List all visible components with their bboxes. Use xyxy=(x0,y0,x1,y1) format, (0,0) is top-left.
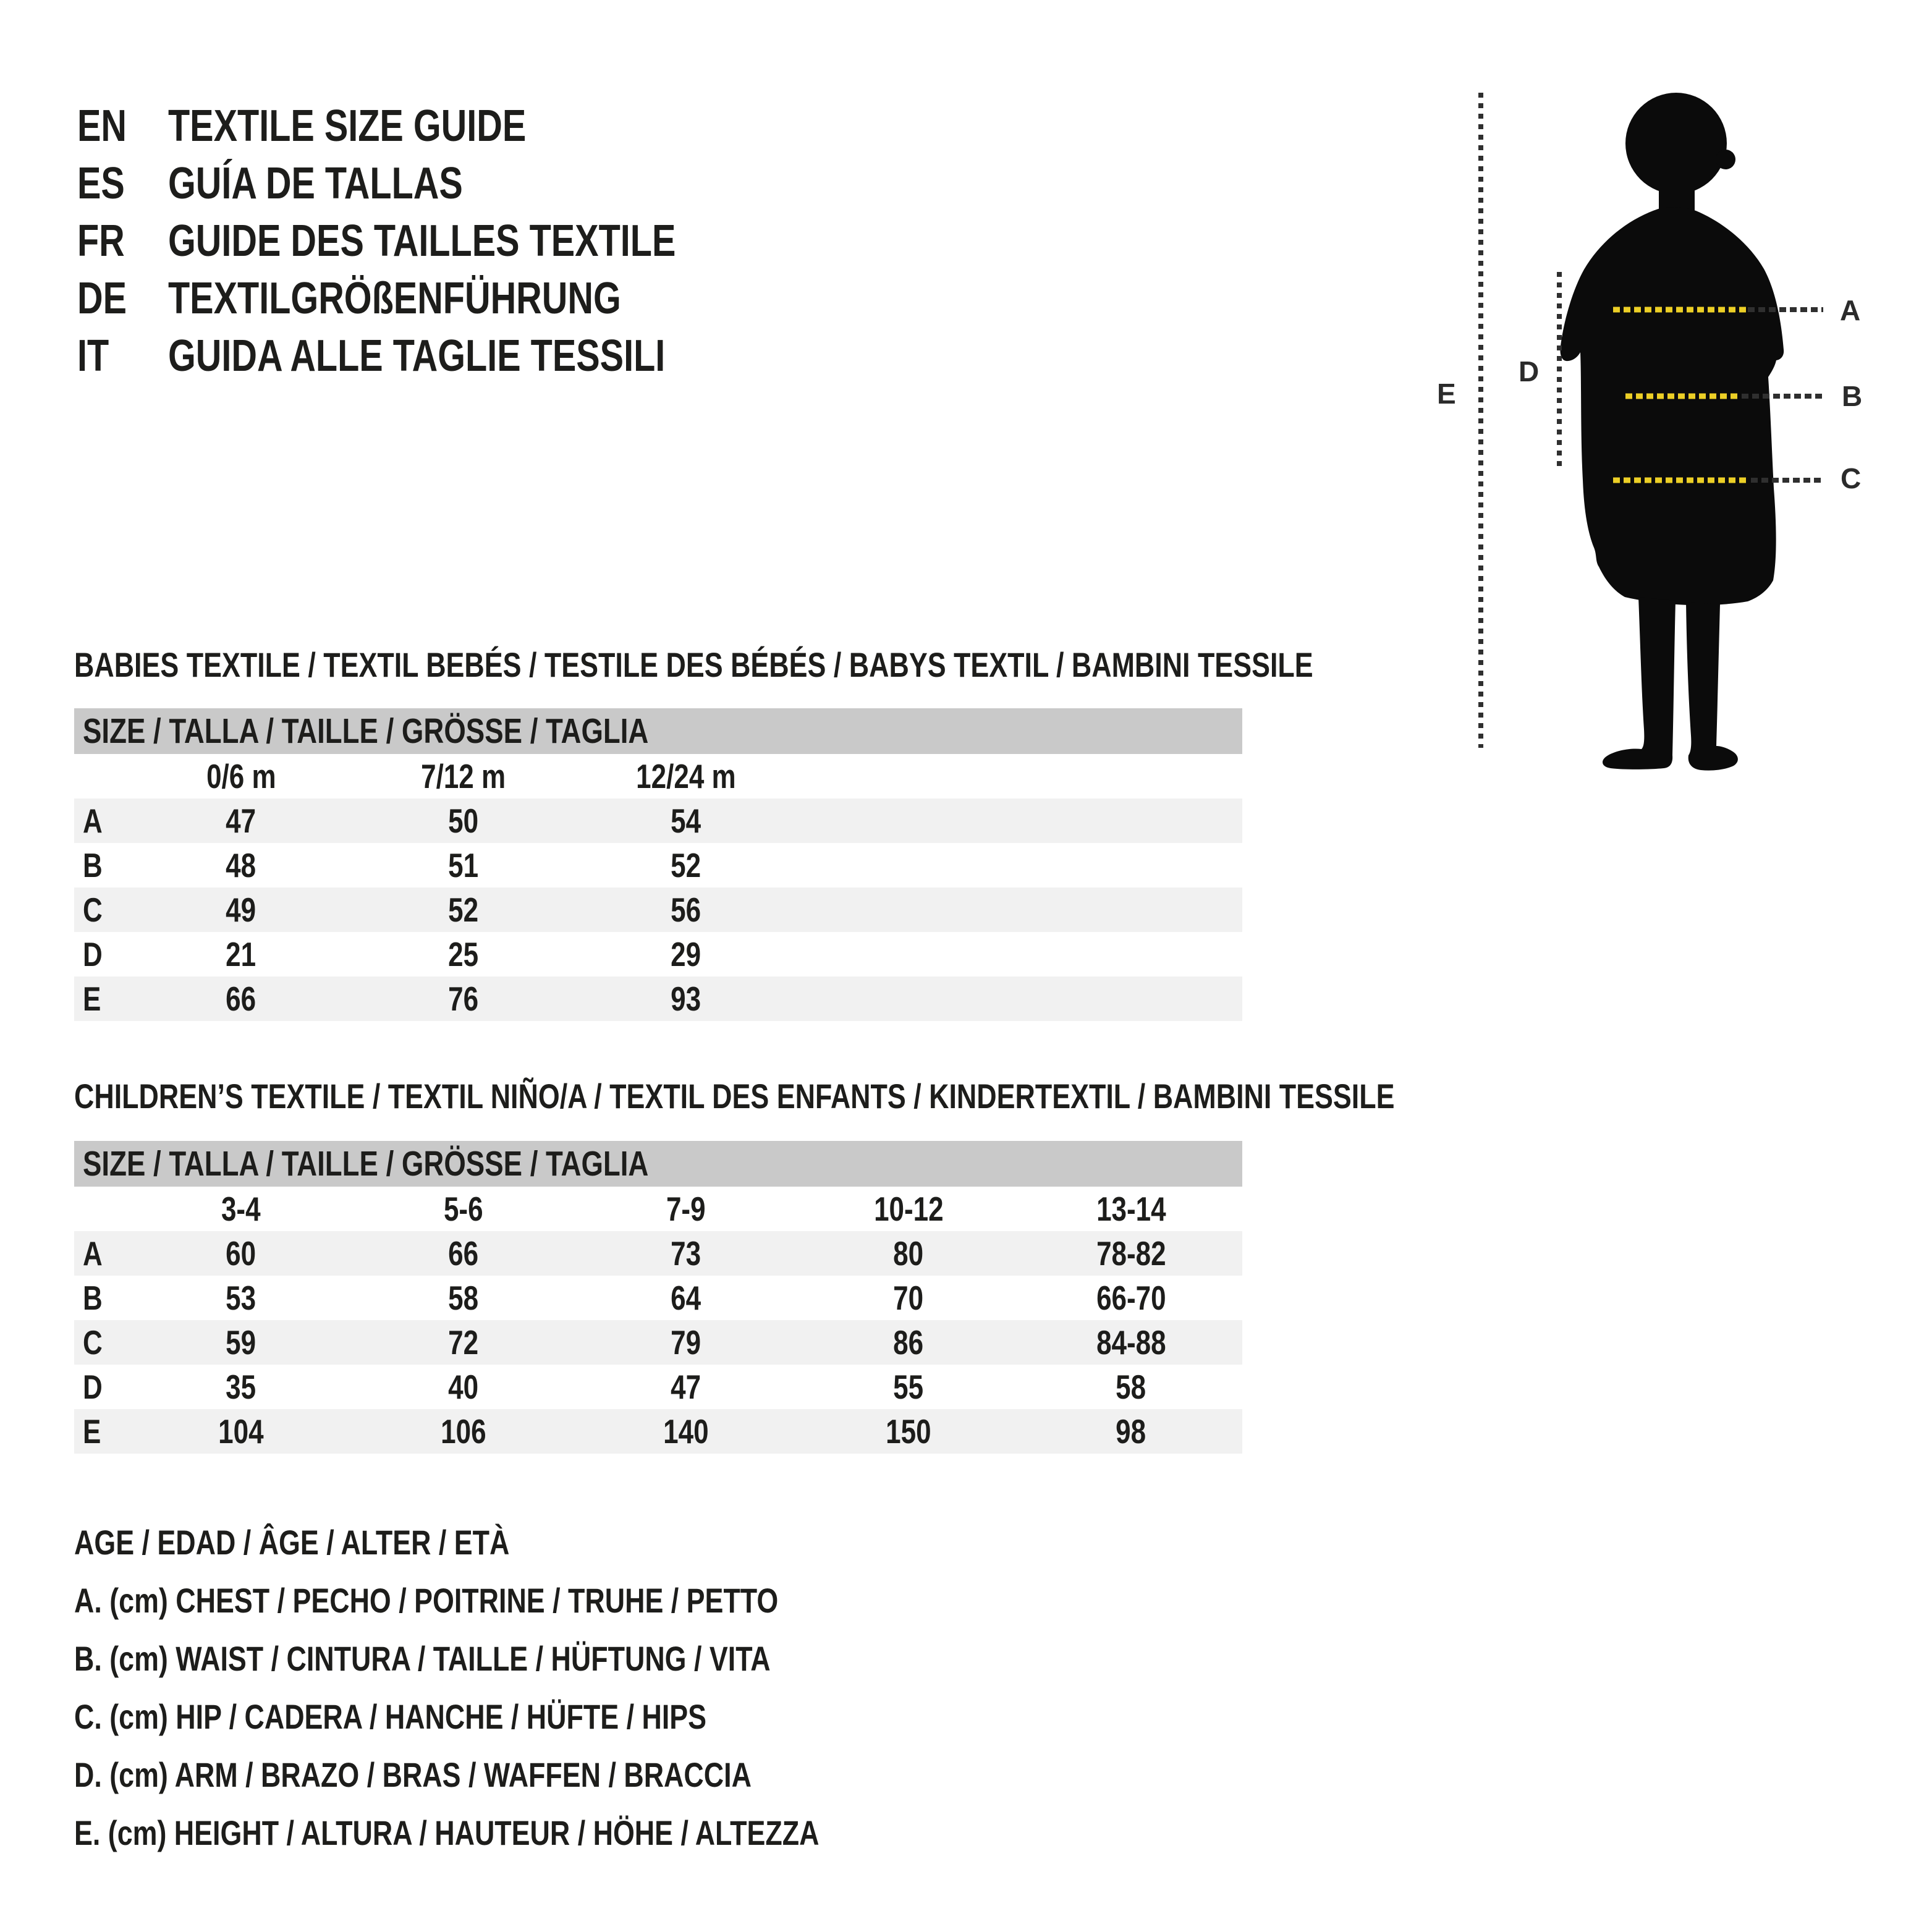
title-it: GUIDA ALLE TAGLIE TESSILI xyxy=(168,331,666,381)
row-label: A xyxy=(83,802,103,840)
title-es: GUÍA DE TALLAS xyxy=(168,158,463,208)
lang-row-de xyxy=(77,269,803,327)
children-size-table xyxy=(74,1141,1242,1454)
title-de: TEXTILGRÖßENFÜHRUNG xyxy=(168,273,621,323)
row-label: C xyxy=(83,1323,103,1362)
table-row: B 53 58 64 70 66-70 xyxy=(83,1279,1166,1317)
table-row: A 47 50 54 xyxy=(74,799,1242,843)
legend-age: AGE / EDAD / ÂGE / ALTER / ETÀ xyxy=(74,1522,510,1562)
children-col-0: 3-4 xyxy=(221,1190,261,1228)
lang-code-es: ES xyxy=(77,158,125,208)
lang-code-it: IT xyxy=(77,331,109,381)
babies-table-header-text: SIZE / TALLA / TAILLE / GRÖSSE / TAGLIA xyxy=(83,711,649,751)
row-label: C xyxy=(83,891,103,929)
table-row: D 21 25 29 xyxy=(83,935,701,973)
table-row: B 48 51 52 xyxy=(83,846,701,884)
children-col-1: 5-6 xyxy=(444,1190,483,1228)
legend-hip: C. (cm) HIP / CADERA / HANCHE / HÜFTE / HIPS xyxy=(74,1697,707,1736)
babies-col-2: 12/24 m xyxy=(636,757,736,795)
children-table-header-bar xyxy=(74,1141,1242,1187)
lang-row-fr xyxy=(77,212,803,269)
babies-col-1: 7/12 m xyxy=(421,757,506,795)
row-label: D xyxy=(83,935,103,973)
title-fr: GUIDE DES TAILLES TEXTILE xyxy=(168,216,676,266)
table-row: E 104 106 140 150 98 xyxy=(74,1409,1242,1454)
children-table-header-text: SIZE / TALLA / TAILLE / GRÖSSE / TAGLIA xyxy=(83,1144,649,1184)
babies-col-0: 0/6 m xyxy=(206,757,276,795)
children-section-title: CHILDREN’S TEXTILE / TEXTIL NIÑO/A / TEXTIL DES ENFANTS / KINDERTEXTIL / BAMBINI TESSILE xyxy=(74,1076,1395,1116)
row-label: A xyxy=(83,1234,103,1273)
legend-waist: B. (cm) WAIST / CINTURA / TAILLE / HÜFTUNG / VITA xyxy=(74,1638,771,1678)
figure-label-d: D xyxy=(1519,355,1540,388)
lang-row-en xyxy=(77,97,803,155)
language-title-block xyxy=(77,97,803,384)
table-row: D 35 40 47 55 58 xyxy=(83,1368,1146,1406)
right-leg-shoe-shape xyxy=(1686,602,1738,771)
table-row: C 49 52 56 xyxy=(74,888,1242,932)
lang-row-it xyxy=(77,327,803,384)
legend-height: E. (cm) HEIGHT / ALTURA / HAUTEUR / HÖHE / ALTEZZA xyxy=(74,1813,820,1852)
lang-code-fr: FR xyxy=(77,216,125,266)
figure-label-c: C xyxy=(1841,462,1862,494)
row-label: E xyxy=(83,1412,101,1451)
children-column-header-row xyxy=(74,1187,1242,1231)
babies-column-header-row xyxy=(74,754,1242,799)
table-row: E 66 76 93 xyxy=(74,977,1242,1021)
title-en: TEXTILE SIZE GUIDE xyxy=(168,101,527,151)
babies-table-header-bar xyxy=(74,708,1242,754)
babies-size-table xyxy=(74,708,1242,1021)
table-row: A 60 66 73 80 78-82 xyxy=(74,1231,1242,1276)
row-label: E xyxy=(83,980,101,1018)
legend-arm: D. (cm) ARM / BRAZO / BRAS / WAFFEN / BRACCIA xyxy=(74,1755,752,1794)
lang-code-en: EN xyxy=(77,101,127,151)
row-label: D xyxy=(83,1368,103,1406)
lang-row-es xyxy=(77,155,803,212)
babies-section-title: BABIES TEXTILE / TEXTIL BEBÉS / TESTILE DES BÉBÉS / BABYS TEXTIL / BAMBINI TESSILE xyxy=(74,645,1313,684)
table-row: C 59 72 79 86 84-88 xyxy=(74,1320,1242,1365)
row-label: B xyxy=(83,846,103,884)
lang-code-de: DE xyxy=(77,273,127,323)
children-col-2: 7-9 xyxy=(666,1190,706,1228)
children-col-4: 13-14 xyxy=(1096,1190,1166,1228)
row-label: B xyxy=(83,1279,103,1317)
legend-chest: A. (cm) CHEST / PECHO / POITRINE / TRUHE / PETTO xyxy=(74,1580,779,1620)
figure-label-a: A xyxy=(1840,294,1861,326)
children-col-3: 10-12 xyxy=(873,1190,944,1228)
torso-shape xyxy=(1560,207,1784,605)
measurement-legend xyxy=(74,1513,1006,1862)
figure-label-e: E xyxy=(1437,378,1456,410)
figure-label-b: B xyxy=(1842,380,1863,412)
